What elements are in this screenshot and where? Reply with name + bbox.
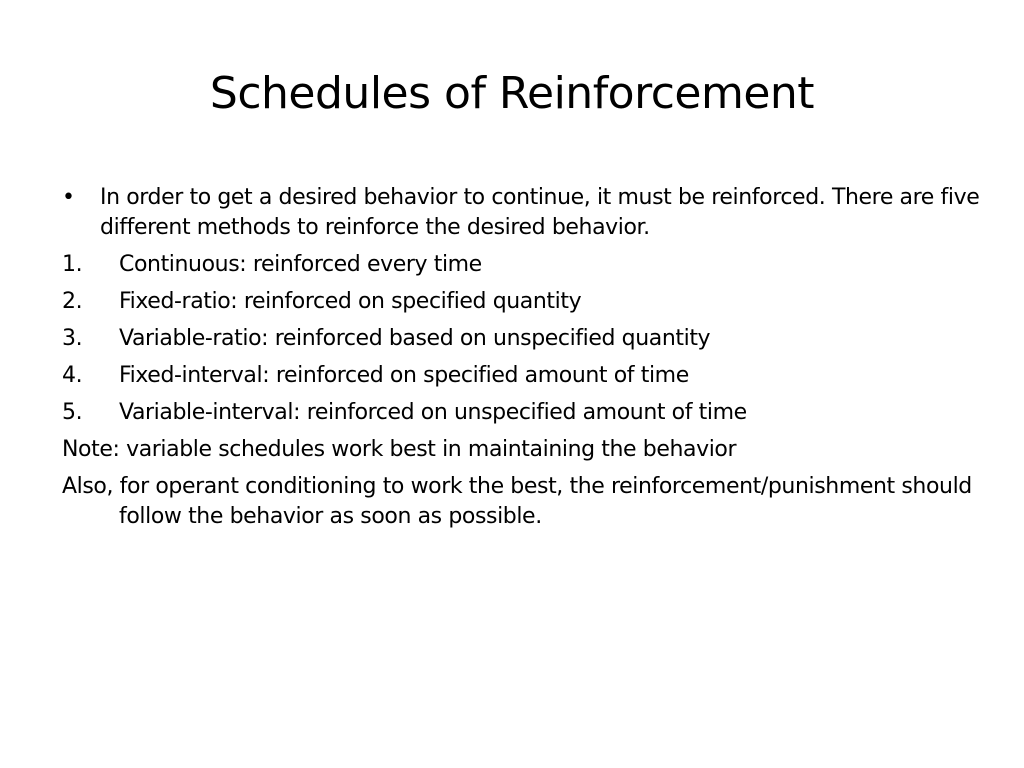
slide-title: Schedules of Reinforcement: [209, 68, 815, 119]
also-text: Also, for operant conditioning to work the best, the reinforcement/punishment should follow the behavior as soon as possible.: [62, 474, 972, 529]
method-item-3: [62, 324, 982, 354]
method-number: 4.: [62, 363, 83, 388]
method-item-2: [62, 287, 982, 317]
intro-text: In order to get a desired behavior to continue, it must be reinforced. There are five different methods to reinforce the desired behavior.: [100, 185, 980, 240]
method-item-1: [62, 250, 982, 280]
method-number: 1.: [62, 252, 83, 277]
method-text: Continuous: reinforced every time: [119, 252, 482, 277]
method-number: 3.: [62, 326, 83, 351]
method-number: 2.: [62, 289, 83, 314]
method-item-4: [62, 361, 982, 391]
method-text: Fixed-ratio: reinforced on specified quantity: [119, 289, 582, 314]
method-item-5: [62, 398, 982, 428]
method-text: Fixed-interval: reinforced on specified amount of time: [119, 363, 689, 388]
bullet-marker: •: [62, 185, 75, 210]
method-text: Variable-interval: reinforced on unspecified amount of time: [119, 400, 747, 425]
note-text: Note: variable schedules work best in maintaining the behavior: [62, 437, 737, 462]
intro-bullet: [62, 183, 982, 243]
slide-body: [62, 183, 982, 539]
method-number: 5.: [62, 400, 83, 425]
method-text: Variable-ratio: reinforced based on unspecified quantity: [119, 326, 711, 351]
